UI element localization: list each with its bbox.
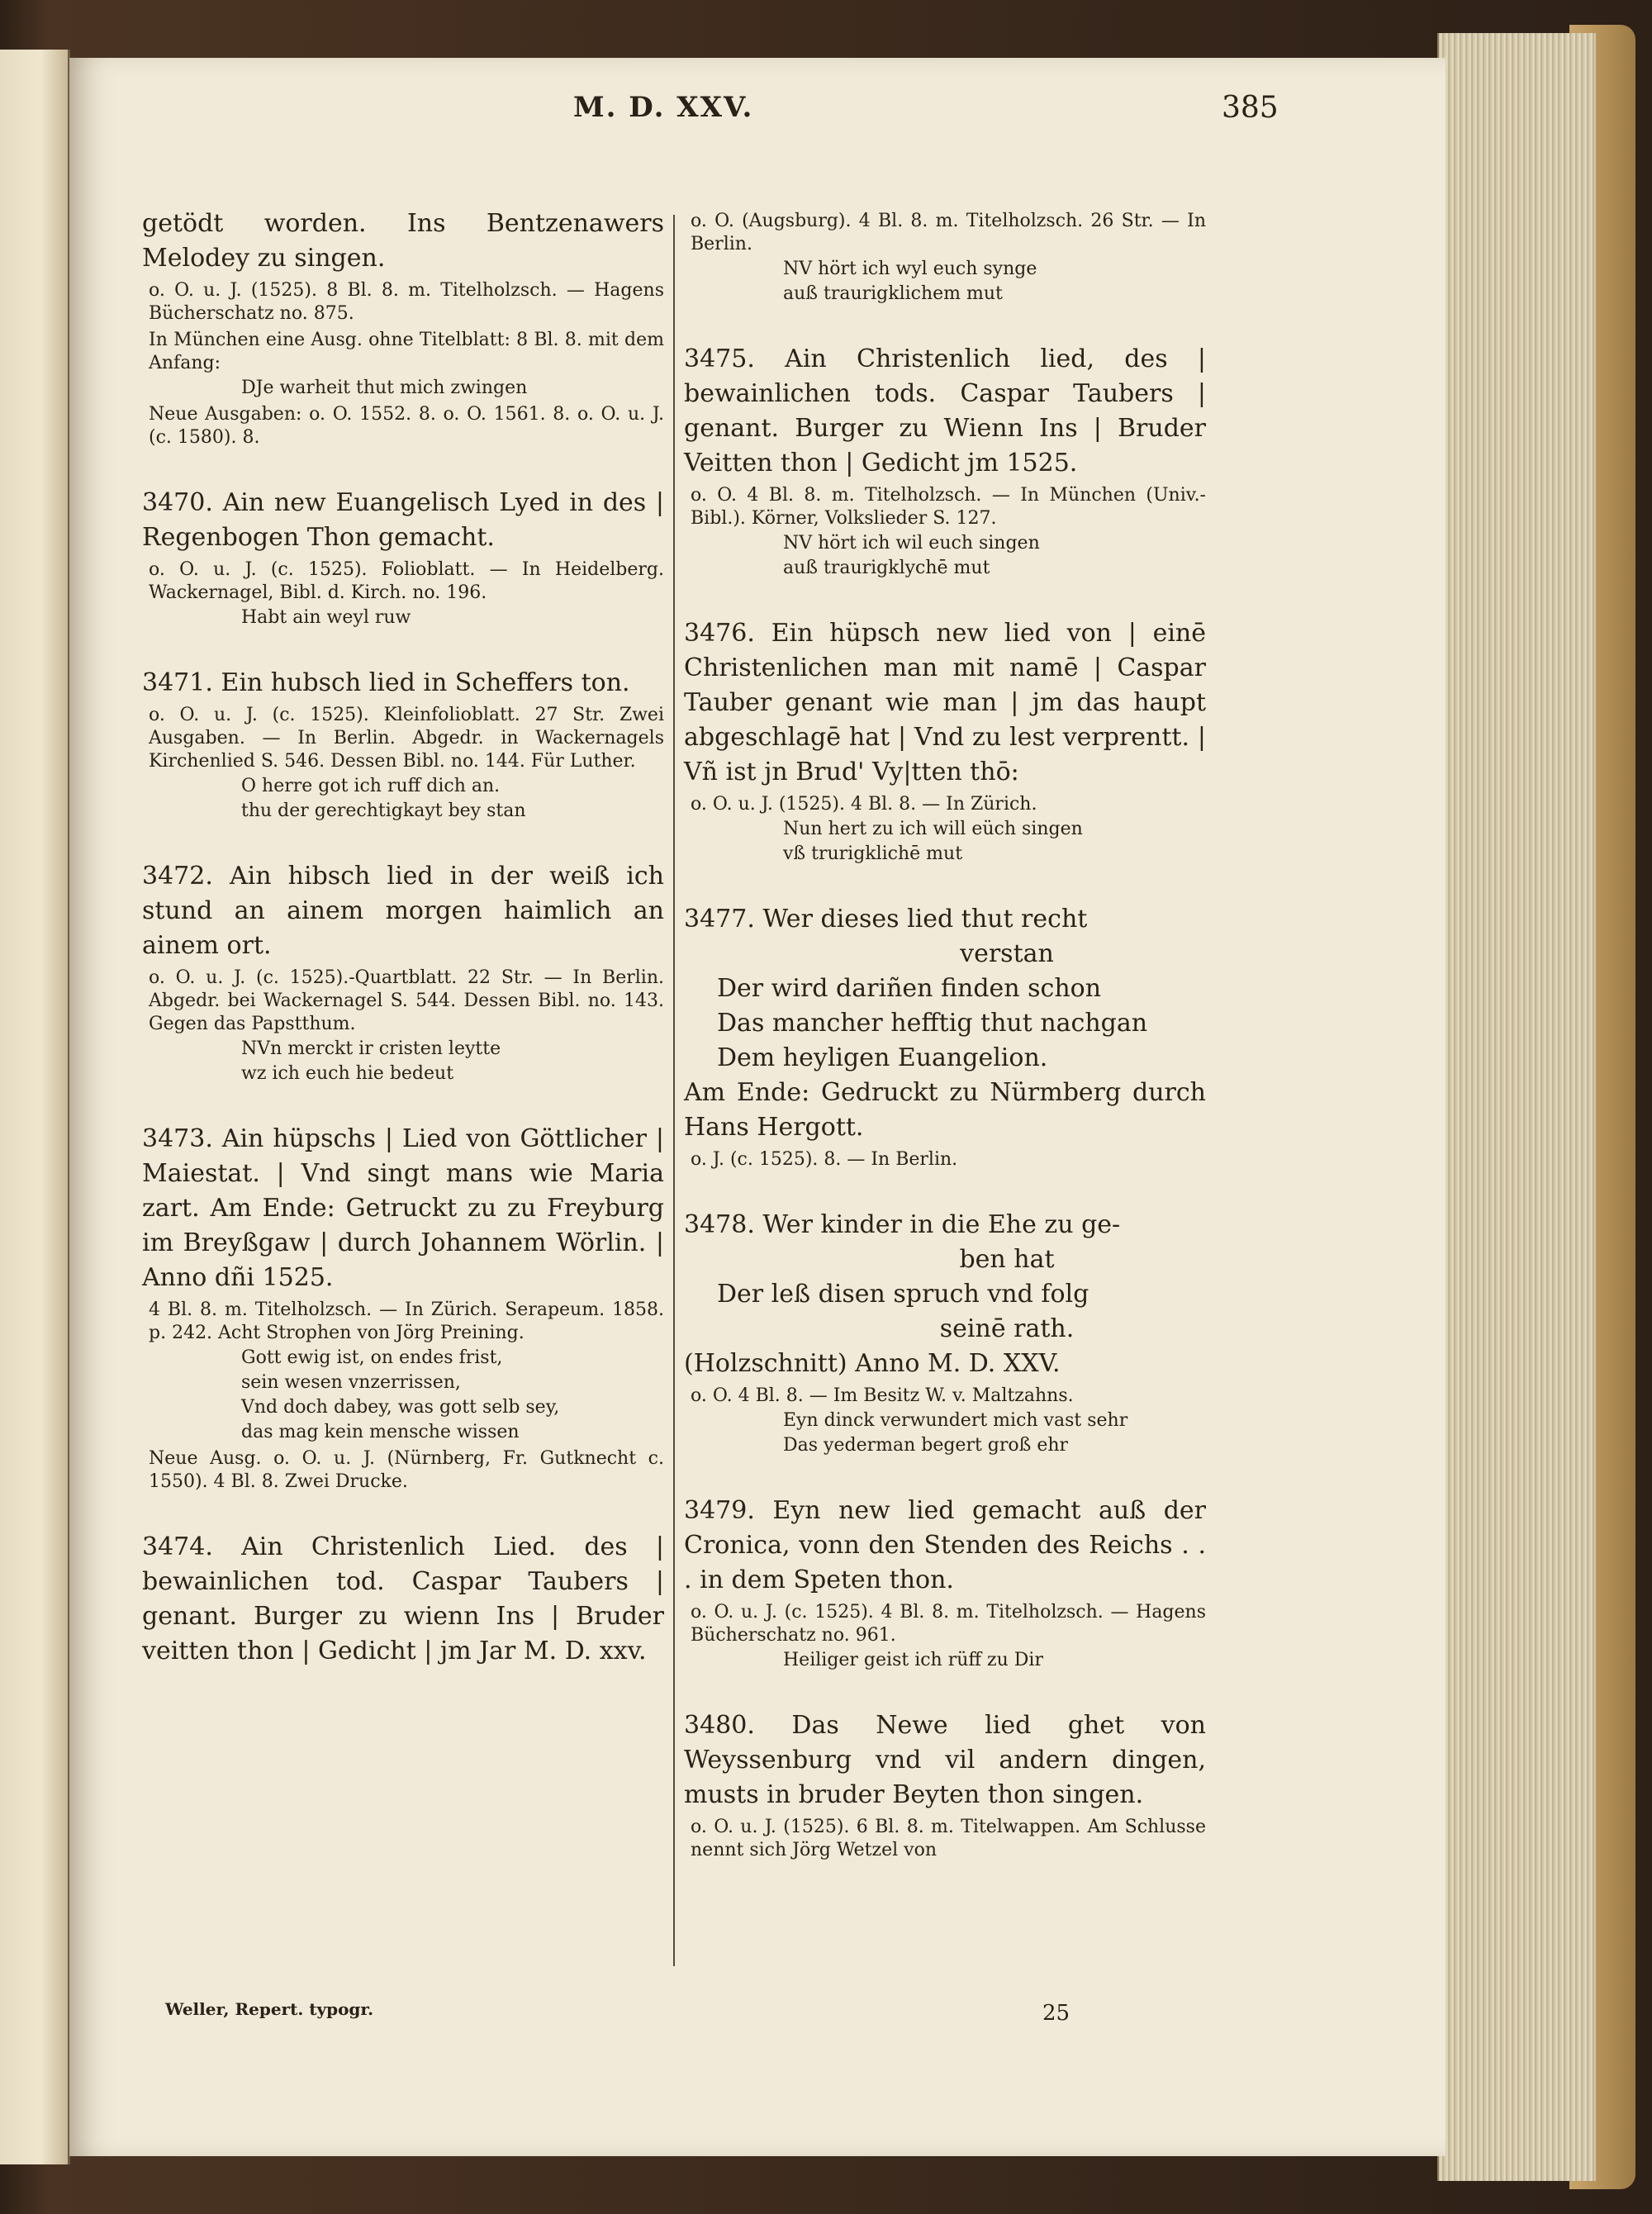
catalog-entry [684,210,1206,306]
colophon-line: Am Ende: Gedruckt zu Nürmberg durch Hans Hergott. [684,1078,1206,1142]
entry-title [684,1494,1206,1598]
incipit-line: auß traurigklichem mut [783,283,1003,304]
incipit-line: das mag kein mensche wissen [241,1422,520,1442]
entry-title [684,1208,1206,1242]
catalog-entry [142,1122,664,1494]
left-column [142,207,664,1705]
bibliographic-note: o. O. u. J. (c. 1525).-Quartblatt. 22 Str. — In Berlin. Abgedr. bei Wackernagel S. 544. Dessen Bibl. no. 143. Gegen das Papstthum. [149,967,664,1034]
entry-title [142,666,664,701]
bibliographic-note: 4 Bl. 8. m. Titelholzsch. — In Zürich. Serapeum. 1858. p. 242. Acht Strophen von Jörg Preining. [149,1299,664,1343]
bibliographic-note: In München eine Ausg. ohne Titelblatt: 8 Bl. 8. mit dem Anfang: [149,330,664,373]
running-head [69,91,1446,140]
entry-title [142,486,664,555]
catalog-entry [142,666,664,823]
bibliographic-note: o. O. 4 Bl. 8. m. Titelholzsch. — In München (Univ.-Bibl.). Körner, Volkslieder S. 127. [691,485,1206,529]
bibliographic-note: o. J. (c. 1525). 8. — In Berlin. [691,1149,958,1170]
incipit-line: Heiliger geist ich rüff zu Dir [783,1650,1043,1670]
entry-title-text: Eyn new lied gemacht auß der Cronica, vonn den Stenden des Reichs . . . in dem Speten thon. [684,1496,1206,1594]
catalog-entry [684,902,1206,1171]
entry-title-text: Ain hibsch lied in der weiß ich stund an ainem morgen haimlich an ainem ort. [142,862,664,960]
bibliographic-note: o. O. 4 Bl. 8. — Im Besitz W. v. Maltzahns. [691,1385,1074,1406]
bibliographic-note: Neue Ausg. o. O. u. J. (Nürnberg, Fr. Gutknecht c. 1550). 4 Bl. 8. Zwei Drucke. [149,1448,664,1492]
entry-title [684,616,1206,790]
catalog-entry [142,207,664,449]
entry-number: 3473. [142,1124,222,1153]
incipit-line: sein wesen vnzerrissen, [241,1372,461,1393]
entry-number: 3477. [684,905,763,934]
entry-title-text: Ain new Euangelisch Lyed in des | Regenbogen Thon gemacht. [142,488,665,552]
incipit-line: NV hört ich wyl euch synge [783,259,1037,279]
entry-number: 3478. [684,1210,763,1239]
incipit-line: Das yederman begert groß ehr [783,1435,1069,1456]
entry-number: 3471. [142,668,221,697]
entry-title-text: Ain Christenlich Lied. des | bewainlichen tod. Caspar Taubers | genant. Burger zu wienn Ins | Bruder veitten thon | Gedicht | jm Jar M. D. xxv. [142,1532,665,1665]
title-verse: Der wird dariñen finden schon [717,974,1102,1003]
title-verse: Dem heyligen Euangelion. [717,1043,1048,1072]
entry-title-text: Das Newe lied ghet von Weyssenburg vnd vil andern dingen, musts in bruder Beyten thon singen. [684,1711,1206,1809]
right-column [684,207,1206,1898]
entry-number: 3476. [684,619,771,648]
incipit-line: Eyn dinck verwundert mich vast sehr [783,1410,1128,1431]
catalog-entry [684,1494,1206,1672]
running-title: M. D. XXV. [573,91,754,124]
left-page-edge [0,50,70,2164]
incipit-line: thu der gerechtigkayt bey stan [241,801,526,821]
title-continuation: verstan [960,939,1054,968]
bibliographic-note: o. O. u. J. (c. 1525). Kleinfolioblatt. 27 Str. Zwei Ausgaben. — In Berlin. Abgedr. in Wackernagels Kirchenlied S. 546. Dessen Bibl. no. 144. Für Luther. [149,705,664,772]
incipit-line: O herre got ich ruff dich an. [241,776,501,796]
entry-number: 3470. [142,488,223,517]
bibliographic-note: o. O. (Augsburg). 4 Bl. 8. m. Titelholzsch. 26 Str. — In Berlin. [691,211,1206,254]
catalog-entry [142,859,664,1086]
incipit-line: DJe warheit thut mich zwingen [241,378,528,398]
title-continuation: ben hat [959,1245,1055,1274]
entry-number: 3479. [684,1496,773,1525]
incipit-line: NV hört ich wil euch singen [783,533,1040,554]
entry-title-text: Ain hüpschs | Lied von Göttlicher | Maiestat. | Vnd singt mans wie Maria zart. Am Ende: Getruckt zu zu Freyburg im Breyßgaw | durch Johannem Wörlin. | Anno dñi 1525. [142,1124,665,1292]
bibliographic-note: o. O. u. J. (c. 1525). Folioblatt. — In Heidelberg. Wackernagel, Bibl. d. Kirch. no. 196. [149,559,664,603]
entry-number: 3475. [684,344,786,373]
entry-title [142,1122,664,1295]
bibliographic-note: o. O. u. J. (c. 1525). 4 Bl. 8. m. Titelholzsch. — Hagens Bücherschatz no. 961. [691,1602,1206,1646]
catalog-entry [684,1208,1206,1457]
catalog-entry [142,1530,664,1669]
column-rule [673,215,675,1966]
incipit-line: wz ich euch hie bedeut [241,1063,454,1084]
entry-title [142,1530,664,1669]
bibliographic-note: Neue Ausgaben: o. O. 1552. 8. o. O. 1561. 8. o. O. u. J. (c. 1580). 8. [149,404,664,448]
bibliographic-note: o. O. u. J. (1525). 8 Bl. 8. m. Titelholzsch. — Hagens Bücherschatz no. 875. [149,280,664,324]
catalog-entry [684,616,1206,866]
bibliographic-note: o. O. u. J. (1525). 6 Bl. 8. m. Titelwappen. Am Schlusse nennt sich Jörg Wetzel von [691,1817,1206,1860]
entry-title-text: Wer kinder in die Ehe zu ge- [762,1210,1121,1239]
footer-reference: Weller, Repert. typogr. [165,1999,374,2019]
entry-title-text: getödt worden. Ins Bentzenawers Melodey zu singen. [142,209,664,273]
entry-title-text: Ein hubsch lied in Scheffers ton. [221,668,630,697]
entry-title [142,859,664,963]
entry-title-text: Wer dieses lied thut recht [762,905,1088,934]
entry-title [684,1708,1206,1813]
catalog-entry [142,486,664,630]
signature-mark: 25 [1042,2001,1070,2026]
bibliographic-note: o. O. u. J. (1525). 4 Bl. 8. — In Zürich. [691,794,1037,815]
title-verse: Das mancher hefftig thut nachgan [717,1009,1148,1038]
incipit-line: Vnd doch dabey, was gott selb sey, [241,1397,560,1418]
entry-number: 3480. [684,1711,792,1740]
page-stack-edges [1437,33,1596,2181]
entry-title [684,342,1206,481]
entry-number: 3474. [142,1532,242,1561]
catalog-entry [684,1708,1206,1862]
entry-title [684,902,1206,937]
entry-title-text: Ain Christenlich lied, des | bewainlichen tods. Caspar Taubers | genant. Burger zu Wienn Ins | Bruder Veitten thon | Gedicht jm 1525. [684,344,1207,477]
incipit-line: NVn merckt ir cristen leytte [241,1038,501,1059]
title-continuation: seinē rath. [939,1314,1075,1343]
colophon-line: (Holzschnitt) Anno M. D. XXV. [684,1349,1061,1378]
title-verse: Der leß disen spruch vnd folg [717,1280,1089,1309]
incipit-line: auß traurigklychē mut [783,558,990,578]
incipit-line: Gott ewig ist, on endes frist, [241,1347,503,1368]
page-number: 385 [1222,91,1279,125]
catalog-entry [684,342,1206,580]
entry-title [142,207,664,276]
incipit-line: Habt ain weyl ruw [241,607,411,628]
entry-title-text: Ein hüpsch new lied von | einē Christenlichen man mit namē | Caspar Tauber genant wie man | jm das haupt abgeschlagē hat | Vnd zu lest verprentt. | Vñ ist jn Brud' Vy|tten thō: [684,619,1206,786]
incipit-line: vß trurigklichē mut [783,843,963,864]
entry-number: 3472. [142,862,230,891]
incipit-line: Nun hert zu ich will eüch singen [783,819,1083,839]
